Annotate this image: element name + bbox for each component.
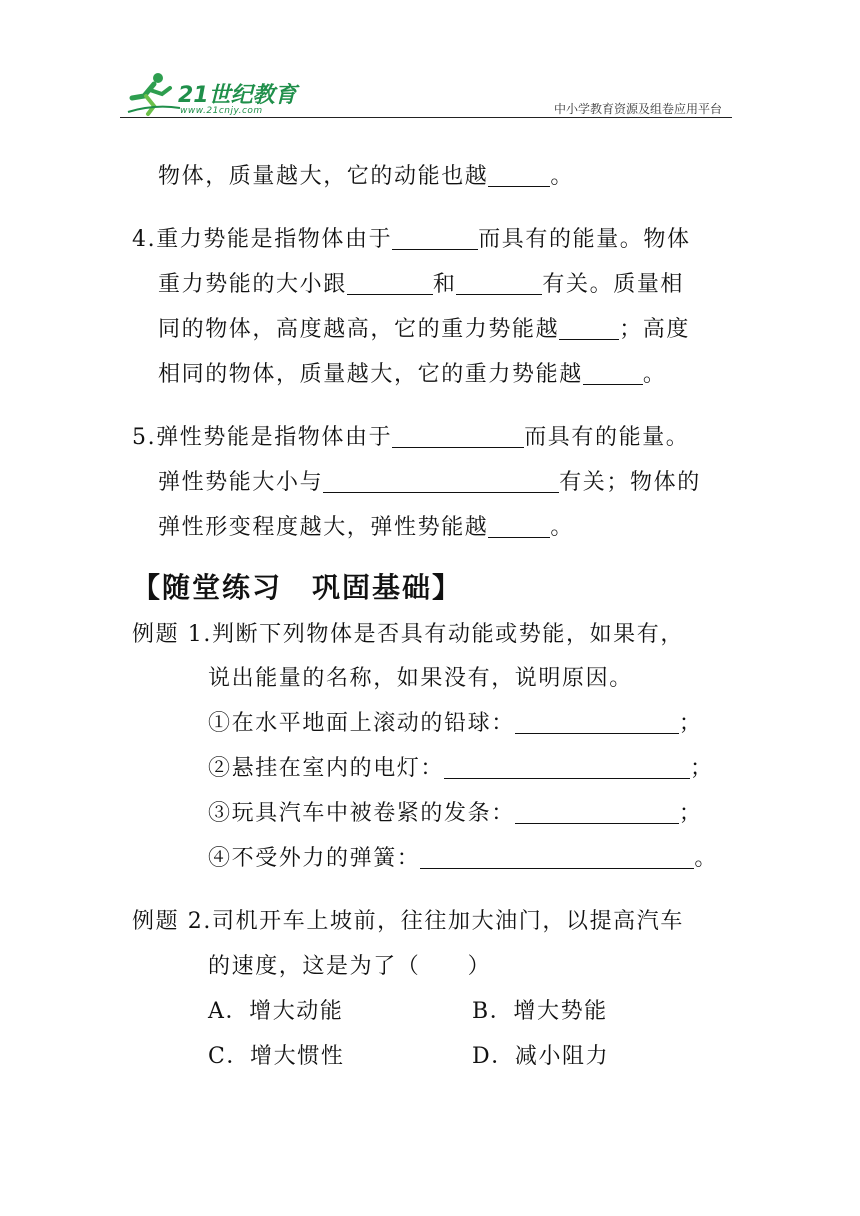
- option-c: C．增大惯性: [208, 1044, 345, 1069]
- example-1-line-2: 说出能量的名称，如果没有，说明原因。: [208, 666, 633, 691]
- question-4-line-3: 同的物体，高度越高，它的重力势能越 ；高度: [158, 317, 691, 342]
- fill-blank: [488, 515, 550, 538]
- example-1-item-3: ③玩具汽车中被卷紧的发条： ；: [208, 801, 703, 826]
- example-1-line-1: 例题 1.判断下列物体是否具有动能或势能，如果有，: [132, 622, 684, 647]
- header-tagline: 中小学教育资源及组卷应用平台: [553, 102, 722, 116]
- answer-blank: [420, 846, 694, 869]
- question-5-line-2: 弹性势能大小与 有关；物体的: [158, 470, 701, 495]
- example-1-item-4: ④不受外力的弹簧： 。: [208, 846, 719, 871]
- fill-blank: [456, 272, 542, 295]
- fill-blank: [559, 317, 619, 340]
- fill-blank: [392, 425, 524, 448]
- text-line: 物体，质量越大，它的动能也越 。: [158, 164, 575, 189]
- option-d: D．减小阻力: [472, 1044, 610, 1069]
- page-header: [120, 62, 732, 120]
- question-5-line-3: 弹性形变程度越大，弹性势能越 。: [158, 515, 575, 540]
- question-4-line-1: 4.重力势能是指物体由于 而具有的能量。物体: [132, 227, 691, 252]
- answer-blank: [444, 756, 690, 779]
- question-4-line-2: 重力势能的大小跟 和 有关。质量相: [158, 272, 685, 297]
- fill-blank: [392, 227, 478, 250]
- example-1-item-1: ①在水平地面上滚动的铅球： ；: [208, 711, 703, 736]
- fill-blank: [347, 272, 433, 295]
- runner-logo-icon: [124, 68, 184, 118]
- option-a: A．增大动能: [208, 999, 344, 1024]
- fill-blank: [488, 164, 550, 187]
- logo-url: www.21cnjy.com: [180, 106, 263, 116]
- question-4-line-4: 相同的物体，质量越大，它的重力势能越 。: [158, 362, 667, 387]
- site-logo: [124, 68, 304, 120]
- fill-blank: [583, 362, 643, 385]
- answer-blank: [515, 711, 679, 734]
- fill-blank: [323, 470, 559, 493]
- example-2-line-2: 的速度，这是为了（ ）: [208, 954, 492, 979]
- example-1-item-2: ②悬挂在室内的电灯： ；: [208, 756, 714, 781]
- section-heading: 【随堂练习 巩固基础】: [132, 571, 463, 604]
- answer-blank: [515, 801, 679, 824]
- example-2-line-1: 例题 2.司机开车上坡前，往往加大油门，以提高汽车: [132, 909, 684, 934]
- logo-title: 21世纪教育: [178, 83, 297, 108]
- question-5-line-1: 5.弹性势能是指物体由于 而具有的能量。: [132, 425, 690, 450]
- option-b: B．增大势能: [472, 999, 608, 1024]
- header-divider: [120, 117, 732, 118]
